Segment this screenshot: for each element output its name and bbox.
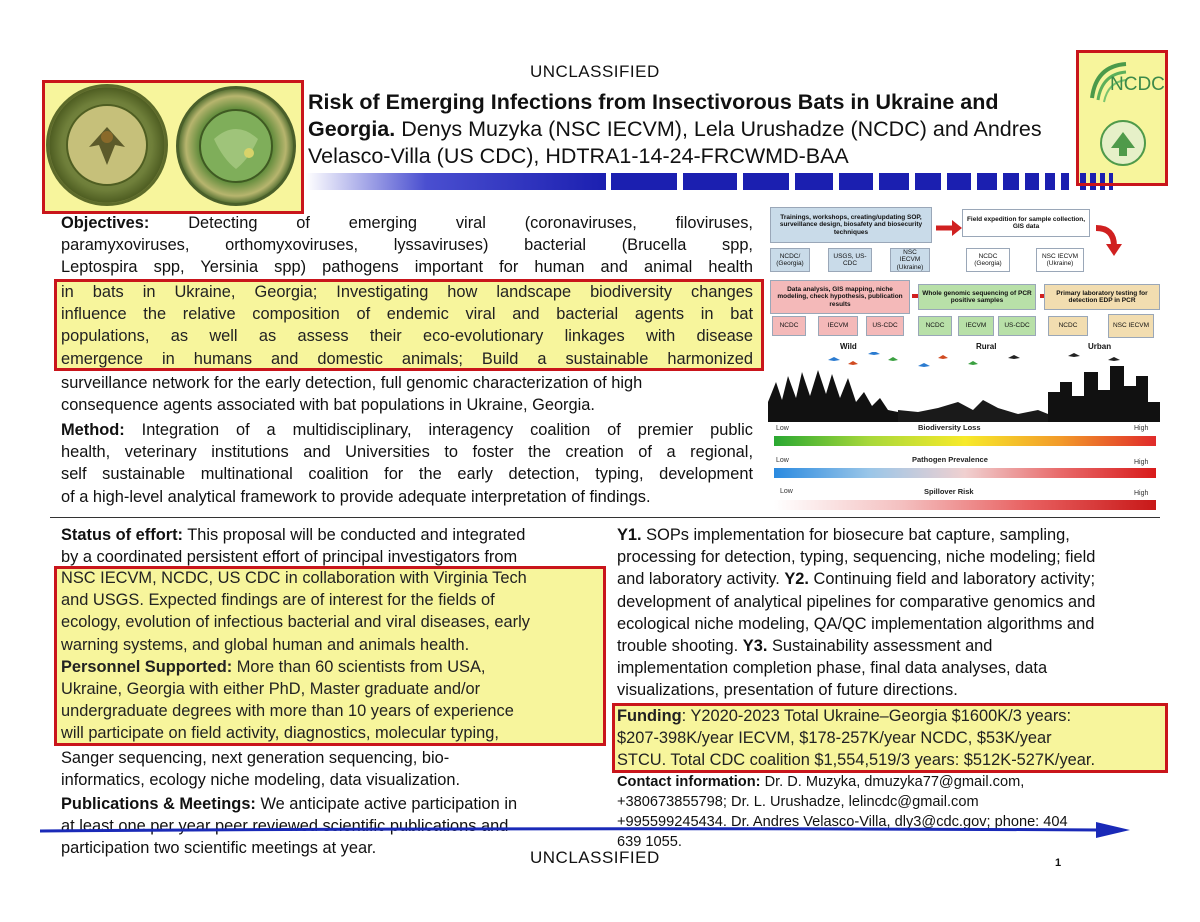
diagram-box-primary: Primary laboratory testing for detection EDP in PCR [1044, 284, 1160, 310]
years-text-3a: and laboratory activity. [617, 570, 780, 589]
status-label: Status of effort: [61, 526, 184, 544]
objectives-label: Objectives: [61, 214, 150, 232]
diagram-box-wgs: Whole genomic sequencing of PCR positive samples [918, 284, 1036, 310]
personnel-hl-2: Ukraine, Georgia with either PhD, Master graduate and/or [61, 680, 481, 699]
personnel-hl-1: More than 60 scientists from USA, [236, 657, 486, 676]
objectives-line-3: Leptospira spp, Yersinia spp) pathogens important for human and animal health [61, 258, 753, 277]
years-line-2: processing for detection, typing, sequencing, niche modeling; field [617, 548, 1096, 567]
workflow-diagram [768, 204, 1160, 504]
method-line-2: health, veterinary institutions and Universities to foster the creation of a regional, [61, 443, 753, 462]
contact-section [617, 772, 1162, 852]
funding-redbox [612, 703, 1168, 773]
title-banner [306, 173, 1074, 190]
personnel-tail [61, 747, 591, 791]
years-line-1 [617, 524, 1162, 546]
diagram-label-rural: Rural [976, 342, 997, 351]
diagram-label-urban: Urban [1088, 342, 1112, 351]
title-authors: Denys Muzyka (NSC IECVM), Lela Urushadze (NCDC) and Andres Velasco-Villa (US CDC), HDTRA1-14-24-FRCWMD-BAA [308, 117, 1042, 168]
title-bold: Risk of Emerging Infections from Insectivorous Bats in Ukraine and Georgia. [308, 90, 999, 141]
bar3-low: Low [780, 488, 793, 495]
objectives-hl-1: in bats in Ukraine, Georgia; Investigating how landscape biodiversity changes [61, 283, 753, 301]
objectives-line-5: consequence agents associated with bat populations in Ukraine, Georgia. [61, 396, 595, 415]
status-line-2: by a coordinated persistent effort of principal investigators from [61, 548, 518, 567]
y3-label: Y3. [742, 637, 768, 656]
personnel-hl-3: undergraduate degrees with more than 10 years of experience [61, 702, 514, 721]
diagram-org-ncdc-3: NCDC [1048, 316, 1088, 336]
personnel-hl-4: will participate on field activity, diagnostics, molecular typing, [61, 724, 499, 743]
publications-label: Publications & Meetings: [61, 795, 256, 813]
status-hl-3: ecology, evolution of infectious bacterial and viral diseases, early [61, 613, 530, 632]
diagram-org-iecvm-1: IECVM [818, 316, 858, 336]
years-text-6b: Sustainability assessment and [771, 637, 993, 656]
diagram-label-wild: Wild [840, 342, 857, 351]
diagram-org-uscdc-1: US-CDC [866, 316, 904, 336]
status-hl-4: warning systems, and global human and animals health. [61, 635, 470, 654]
objectives-tail [61, 372, 753, 416]
contact-line-2: +380673855798; Dr. L. Urushadze, lelincdc@gmail.com [617, 794, 979, 810]
contact-label: Contact information: [617, 774, 761, 790]
funding-label: Funding [617, 707, 682, 725]
method-text-1: Integration of a multidisciplinary, interagency coalition of premier public [141, 421, 753, 439]
status-hl-2: and USGS. Expected findings are of interest for the fields of [61, 591, 495, 610]
objectives-line-2: paramyxoviruses, orthomyxoviruses, lyssaviruses) bacterial (Brucella spp, [61, 236, 753, 255]
status-redbox [54, 566, 606, 746]
diagram-org-nsc-iecvm: NSC IECVM [1108, 314, 1154, 338]
diagram-org-usgs: USGS, US-CDC [828, 248, 872, 272]
bar1-low: Low [776, 425, 789, 432]
publications-line-2: at least one per year peer reviewed scientific publications and [61, 817, 509, 836]
diagram-org-ncdc-2: NCDC [918, 316, 952, 336]
method-line-3: self sustainable multinational coalition for the early detection, typing, development [61, 465, 753, 484]
status-section [61, 524, 591, 568]
years-line-8: visualizations, presentation of future directions. [617, 681, 958, 700]
years-text-1: SOPs implementation for biosecure bat capture, sampling, [646, 526, 1070, 544]
contact-line-1 [617, 772, 1162, 792]
objectives-text-1: Detecting of emerging viral (coronaviruses, filoviruses, [188, 214, 753, 232]
years-line-6 [617, 635, 1162, 657]
publications-text-1: We anticipate active participation in [260, 795, 518, 813]
publications-line-3: participation two scientific meetings at year. [61, 839, 377, 858]
y1-label: Y1. [617, 526, 642, 544]
status-hl-1: NSC IECVM, NCDC, US CDC in collaboration with Virginia Tech [61, 569, 527, 587]
diagram-org-uscdc-2: US-CDC [998, 316, 1036, 336]
bar-pathogen-label: Pathogen Prevalence [912, 455, 988, 464]
bar-biodiversity [774, 436, 1156, 446]
objectives-line-4: surveillance network for the early detection, full genomic characterization of high [61, 374, 643, 392]
objectives-hl-3: populations, as well as assess their eco-evolutionary linkages with disease [61, 327, 753, 346]
diagram-org-ncdc-georgia-2: NCDC (Georgia) [966, 248, 1010, 272]
objectives-hl-4: emergence in humans and domestic animals; Build a sustainable harmonized [61, 349, 753, 368]
diagram-box-data: Data analysis, GIS mapping, niche modeling, check hypothesis, publication results [770, 280, 910, 314]
years-text-3b: Continuing field and laboratory activity; [813, 570, 1096, 589]
bar2-low: Low [776, 457, 789, 464]
funding-line-2: $207-398K/year IECVM, $178-257K/year NCDC, $53K/year [617, 729, 1052, 748]
bar3-high: High [1134, 490, 1149, 497]
personnel-line-2: Sanger sequencing, next generation sequencing, bio- [61, 749, 450, 767]
diagram-org-ncdc-georgia: NCDC/ (Georgia) [770, 248, 810, 272]
bar-biodiversity-label: Biodiversity Loss [918, 423, 981, 432]
contact-text-1: Dr. D. Muzyka, dmuzyka77@gmail.com, [764, 774, 1025, 790]
diagram-box-field: Field expedition for sample collection, GIS data [962, 209, 1090, 237]
bar1-high: High [1134, 425, 1149, 432]
bar-spillover-label: Spillover Risk [924, 487, 974, 496]
method-line-4: of a high-level analytical framework to provide adequate interpretation of findings. [61, 487, 651, 506]
bar-pathogen [774, 468, 1156, 478]
ncdc-logo-redbox [1076, 50, 1168, 186]
method-section [61, 419, 753, 508]
years-line-3 [617, 568, 1162, 590]
left-logos-redbox [42, 80, 304, 214]
years-line-4: development of analytical pipelines for comparative genomics and [617, 592, 1096, 611]
personnel-label: Personnel Supported: [61, 657, 233, 676]
section-separator [50, 517, 1160, 518]
funding-text-1: : Y2020-2023 Total Ukraine–Georgia $1600K/3 years: [681, 707, 1072, 725]
objectives-hl-2: influence the relative composition of endemic viral and bacterial agents in bat [61, 305, 753, 324]
bottom-arrow [40, 820, 1150, 840]
objectives-redbox [54, 279, 764, 371]
personnel-line-3: informatics, ecology niche modeling, data visualization. [61, 771, 461, 790]
status-text-1: This proposal will be conducted and integrated [187, 526, 526, 544]
years-line-5: ecological niche modeling, QA/QC implementation algorithms and [617, 614, 1095, 633]
publications-line-1 [61, 793, 601, 815]
years-line-7: implementation completion phase, final data analyses, data [617, 659, 1048, 678]
diagram-org-nsc-ukraine-2: NSC IECVM (Ukraine) [1036, 248, 1084, 272]
y2-label: Y2. [784, 570, 809, 589]
funding-line-3: STCU. Total CDC coalition $1,554,519/3 years: $512K-527K/year. [617, 751, 1096, 770]
diagram-box-trainings: Trainings, workshops, creating/updating SOP, surveillance design, biosafety and biosecurity techniques [770, 207, 932, 243]
classification-bottom: UNCLASSIFIED [530, 848, 660, 867]
diagram-org-iecvm-2: IECVM [958, 316, 994, 336]
bar2-high: High [1134, 459, 1149, 466]
method-label: Method: [61, 421, 125, 439]
classification-top: UNCLASSIFIED [530, 62, 660, 81]
years-section [617, 524, 1162, 702]
diagram-org-nsc-ukraine: NSC IECVM (Ukraine) [890, 248, 930, 272]
method-line-1 [61, 419, 753, 441]
contact-line-4: 639 1055. [617, 834, 682, 850]
diagram-org-ncdc-1: NCDC [772, 316, 806, 336]
objectives-line-1 [61, 212, 753, 234]
bar-spillover [774, 500, 1156, 510]
poster-title [308, 89, 1078, 170]
objectives-section [61, 212, 753, 279]
page-number: 1 [1055, 857, 1062, 869]
contact-line-3: +995599245434. Dr. Andres Velasco-Villa, dly3@cdc.gov; phone: 404 [617, 814, 1068, 830]
years-text-6a: trouble shooting. [617, 637, 739, 656]
landscape-silhouette [768, 352, 1160, 422]
status-line-1 [61, 524, 591, 546]
ncdc-logo-text: NCDC [1110, 74, 1165, 95]
